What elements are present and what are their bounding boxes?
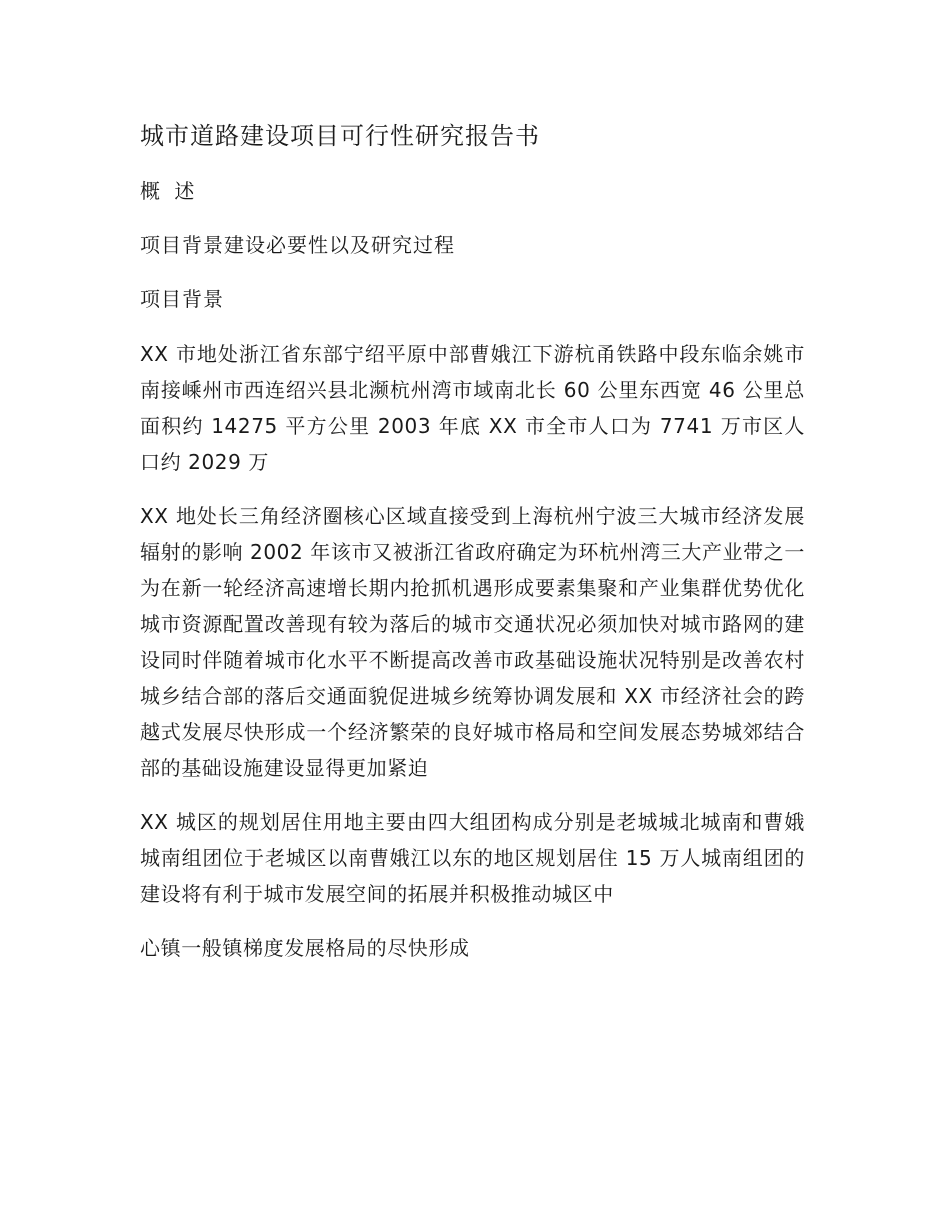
section-heading-overview: 概 述 <box>140 179 199 203</box>
section-heading-background: 项目背景 <box>140 287 224 311</box>
paragraph-continuation: 心镇一般镇梯度发展格局的尽快形成 <box>140 936 470 960</box>
paragraph-economic-context: XX 地处长三角经济圈核心区域直接受到上海杭州宁波三大城市经济发展辐射的影响 2002 年该市又被浙江省政府确定为环杭州湾三大产业带之一为在新一轮经济高速增长期内抢抓机遇形成要素集聚和产业集群优势优化城市资源配置改善现有较为落后的城市交通状况必须加快对城市路网的建设同时伴随着城市化水平不断提高改善市政基础设施状况特别是改善农村城乡结合部的落后交通面貌促进城乡统筹协调发展和 XX 市经济社会的跨越式发展尽快形成一个经济繁荣的良好城市格局和空间发展态势城郊结合部的基础设施建设显得更加紧迫 <box>140 504 805 780</box>
document-page <box>140 118 805 984</box>
paragraph-residential-planning: XX 城区的规划居住用地主要由四大组团构成分别是老城城北城南和曹娥城南组团位于老城区以南曹娥江以东的地区规划居住 15 万人城南组团的建设将有利于城市发展空间的拓展并积极推动城区中 <box>140 810 805 906</box>
paragraph-location: XX 市地处浙江省东部宁绍平原中部曹娥江下游杭甬铁路中段东临余姚市南接嵊州市西连绍兴县北濒杭州湾市域南北长 60 公里东西宽 46 公里总面积约 14275 平方公里 2003 年底 XX 市全市人口为 7741 万市区人口约 2029 万 <box>140 342 805 474</box>
section-heading-background-necessity: 项目背景建设必要性以及研究过程 <box>140 233 455 257</box>
document-title: 城市道路建设项目可行性研究报告书 <box>140 122 540 150</box>
